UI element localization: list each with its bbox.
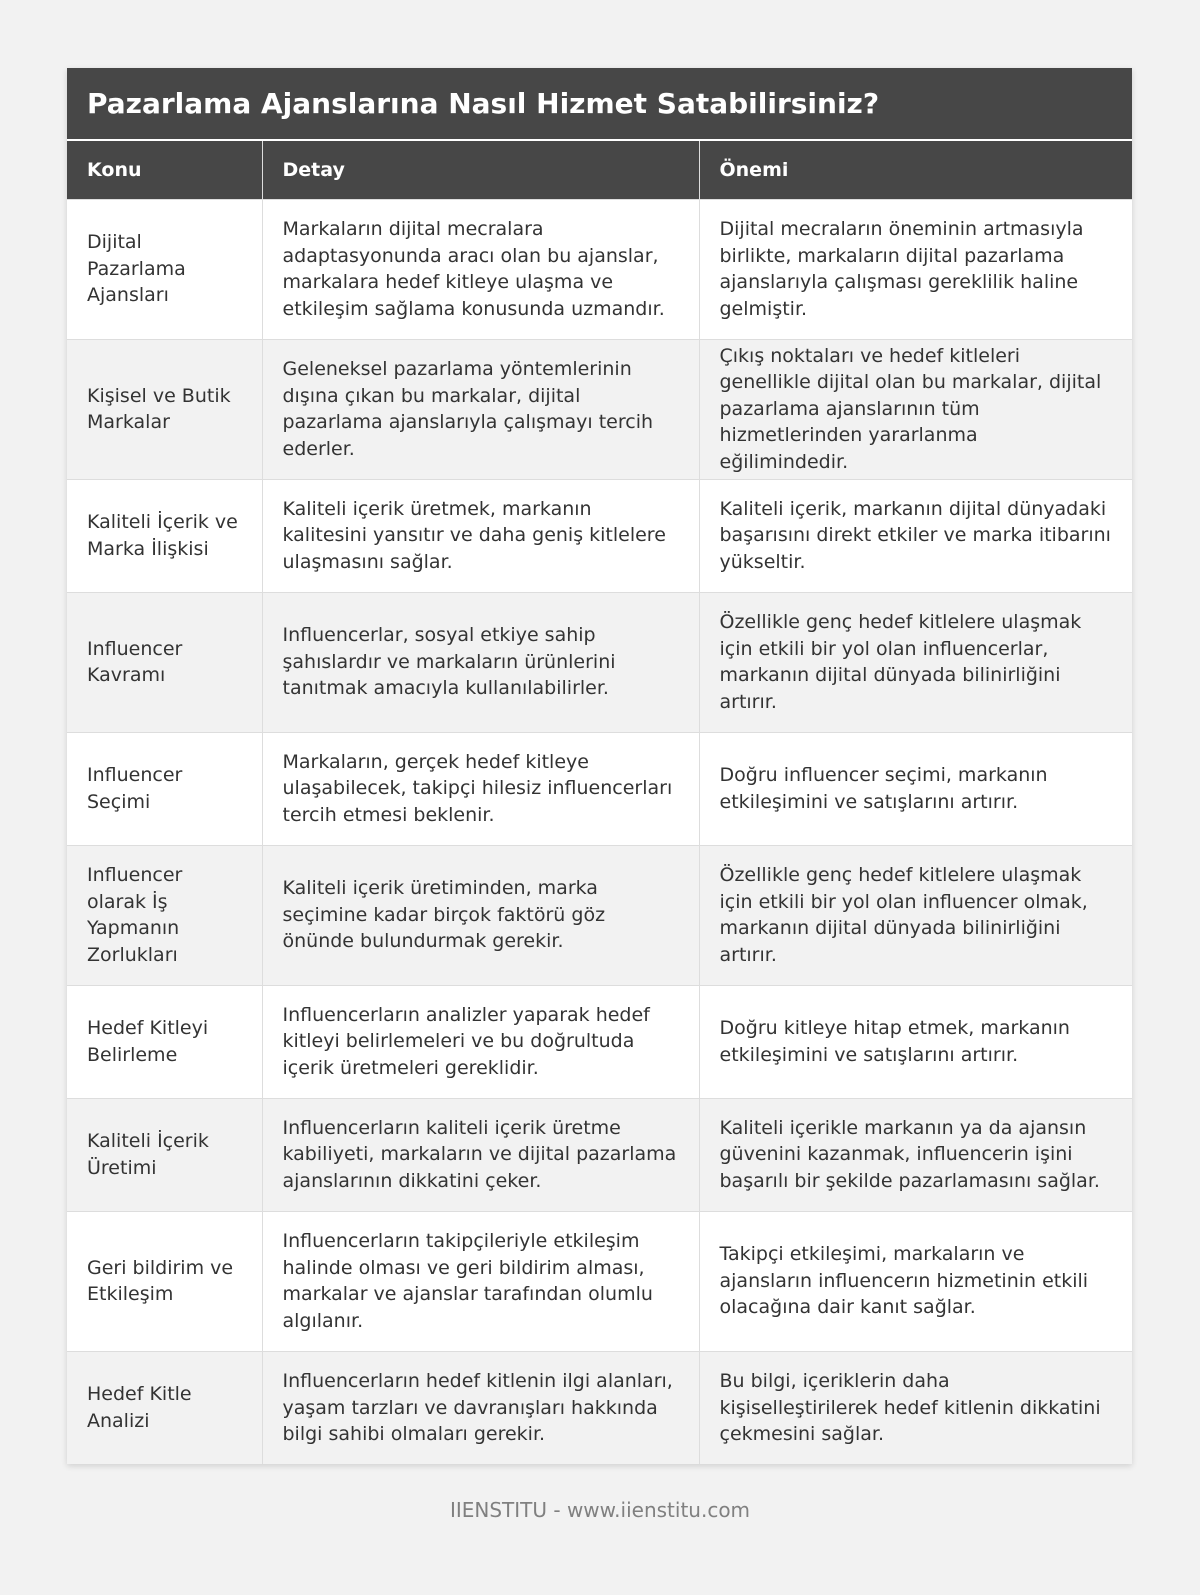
cell-onemi: Kaliteli içerikle markanın ya da ajansın güvenini kazanmak, influencerin işini başarılı bir şekilde pazarlamasını sağlar.	[699, 1098, 1132, 1211]
cell-detay: Influencerların analizler yaparak hedef kitleyi belirlemeleri ve bu doğrultuda içerik üretmeleri gereklidir.	[262, 985, 699, 1098]
cell-konu: Kişisel ve Butik Markalar	[67, 339, 262, 479]
cell-onemi: Kaliteli içerik, markanın dijital dünyadaki başarısını direkt etkiler ve marka itibarını yükseltir.	[699, 479, 1132, 592]
cell-onemi: Takipçi etkileşimi, markaların ve ajansların influencerın hizmetinin etkili olacağına dair kanıt sağlar.	[699, 1211, 1132, 1351]
cell-detay: Influencerların hedef kitlenin ilgi alanları, yaşam tarzları ve davranışları hakkında bilgi sahibi olmaları gerekir.	[262, 1351, 699, 1464]
cell-onemi: Özellikle genç hedef kitlelere ulaşmak için etkili bir yol olan influencer olmak, markanın dijital dünyada bilinirliğini artırır.	[699, 845, 1132, 985]
title-bar	[67, 68, 1132, 141]
table-row	[67, 1211, 1132, 1351]
table-row	[67, 479, 1132, 592]
table-row	[67, 199, 1132, 339]
column-header-konu: Konu	[67, 141, 262, 199]
table-row	[67, 592, 1132, 732]
cell-onemi: Bu bilgi, içeriklerin daha kişiselleştirilerek hedef kitlenin dikkatini çekmesini sağlar.	[699, 1351, 1132, 1464]
cell-konu: Hedef Kitleyi Belirleme	[67, 985, 262, 1098]
table-row	[67, 845, 1132, 985]
table-row	[67, 339, 1132, 479]
cell-konu: Kaliteli İçerik Üretimi	[67, 1098, 262, 1211]
column-header-detay: Detay	[262, 141, 699, 199]
cell-konu: Geri bildirim ve Etkileşim	[67, 1211, 262, 1351]
info-table	[67, 141, 1132, 1464]
table-row	[67, 1098, 1132, 1211]
table-row	[67, 985, 1132, 1098]
cell-konu: Influencer olarak İş Yapmanın Zorlukları	[67, 845, 262, 985]
cell-detay: Influencerların takipçileriyle etkileşim halinde olması ve geri bildirim alması, markalar ve ajanslar tarafından olumlu algılanır.	[262, 1211, 699, 1351]
cell-konu: Influencer Kavramı	[67, 592, 262, 732]
cell-onemi: Doğru kitleye hitap etmek, markanın etkileşimini ve satışlarını artırır.	[699, 985, 1132, 1098]
header-row	[67, 141, 1132, 199]
cell-detay: Influencerların kaliteli içerik üretme kabiliyeti, markaların ve dijital pazarlama ajanslarının dikkatini çeker.	[262, 1098, 699, 1211]
table-body	[67, 199, 1132, 1464]
content-card	[67, 68, 1132, 1464]
cell-onemi: Çıkış noktaları ve hedef kitleleri genellikle dijital olan bu markalar, dijital pazarlama ajanslarının tüm hizmetlerinden yararlanma eğilimindedir.	[699, 339, 1132, 479]
column-header-onemi: Önemi	[699, 141, 1132, 199]
table-row	[67, 732, 1132, 845]
cell-onemi: Dijital mecraların öneminin artmasıyla birlikte, markaların dijital pazarlama ajanslarıyla çalışması gereklilik haline gelmiştir.	[699, 199, 1132, 339]
cell-detay: Kaliteli içerik üretmek, markanın kalitesini yansıtır ve daha geniş kitlelere ulaşmasını sağlar.	[262, 479, 699, 592]
cell-detay: Geleneksel pazarlama yöntemlerinin dışına çıkan bu markalar, dijital pazarlama ajanslarıyla çalışmayı tercih ederler.	[262, 339, 699, 479]
cell-detay: Influencerlar, sosyal etkiye sahip şahıslardır ve markaların ürünlerini tanıtmak amacıyla kullanılabilirler.	[262, 592, 699, 732]
cell-konu: Hedef Kitle Analizi	[67, 1351, 262, 1464]
cell-konu: Dijital Pazarlama Ajansları	[67, 199, 262, 339]
cell-onemi: Doğru influencer seçimi, markanın etkileşimini ve satışlarını artırır.	[699, 732, 1132, 845]
footer-credit: IIENSTITU - www.iienstitu.com	[449, 1498, 751, 1522]
table-row	[67, 1351, 1132, 1464]
page-title: Pazarlama Ajanslarına Nasıl Hizmet Satabilirsiniz?	[87, 86, 880, 120]
cell-konu: Kaliteli İçerik ve Marka İlişkisi	[67, 479, 262, 592]
cell-onemi: Özellikle genç hedef kitlelere ulaşmak için etkili bir yol olan influencerlar, markanın dijital dünyada bilinirliğini artırır.	[699, 592, 1132, 732]
cell-detay: Markaların dijital mecralara adaptasyonunda aracı olan bu ajanslar, markalara hedef kitleye ulaşma ve etkileşim sağlama konusunda uzmandır.	[262, 199, 699, 339]
cell-konu: Influencer Seçimi	[67, 732, 262, 845]
cell-detay: Kaliteli içerik üretiminden, marka seçimine kadar birçok faktörü göz önünde bulundurmak gerekir.	[262, 845, 699, 985]
table-header	[67, 141, 1132, 199]
cell-detay: Markaların, gerçek hedef kitleye ulaşabilecek, takipçi hilesiz influencerları tercih etmesi beklenir.	[262, 732, 699, 845]
